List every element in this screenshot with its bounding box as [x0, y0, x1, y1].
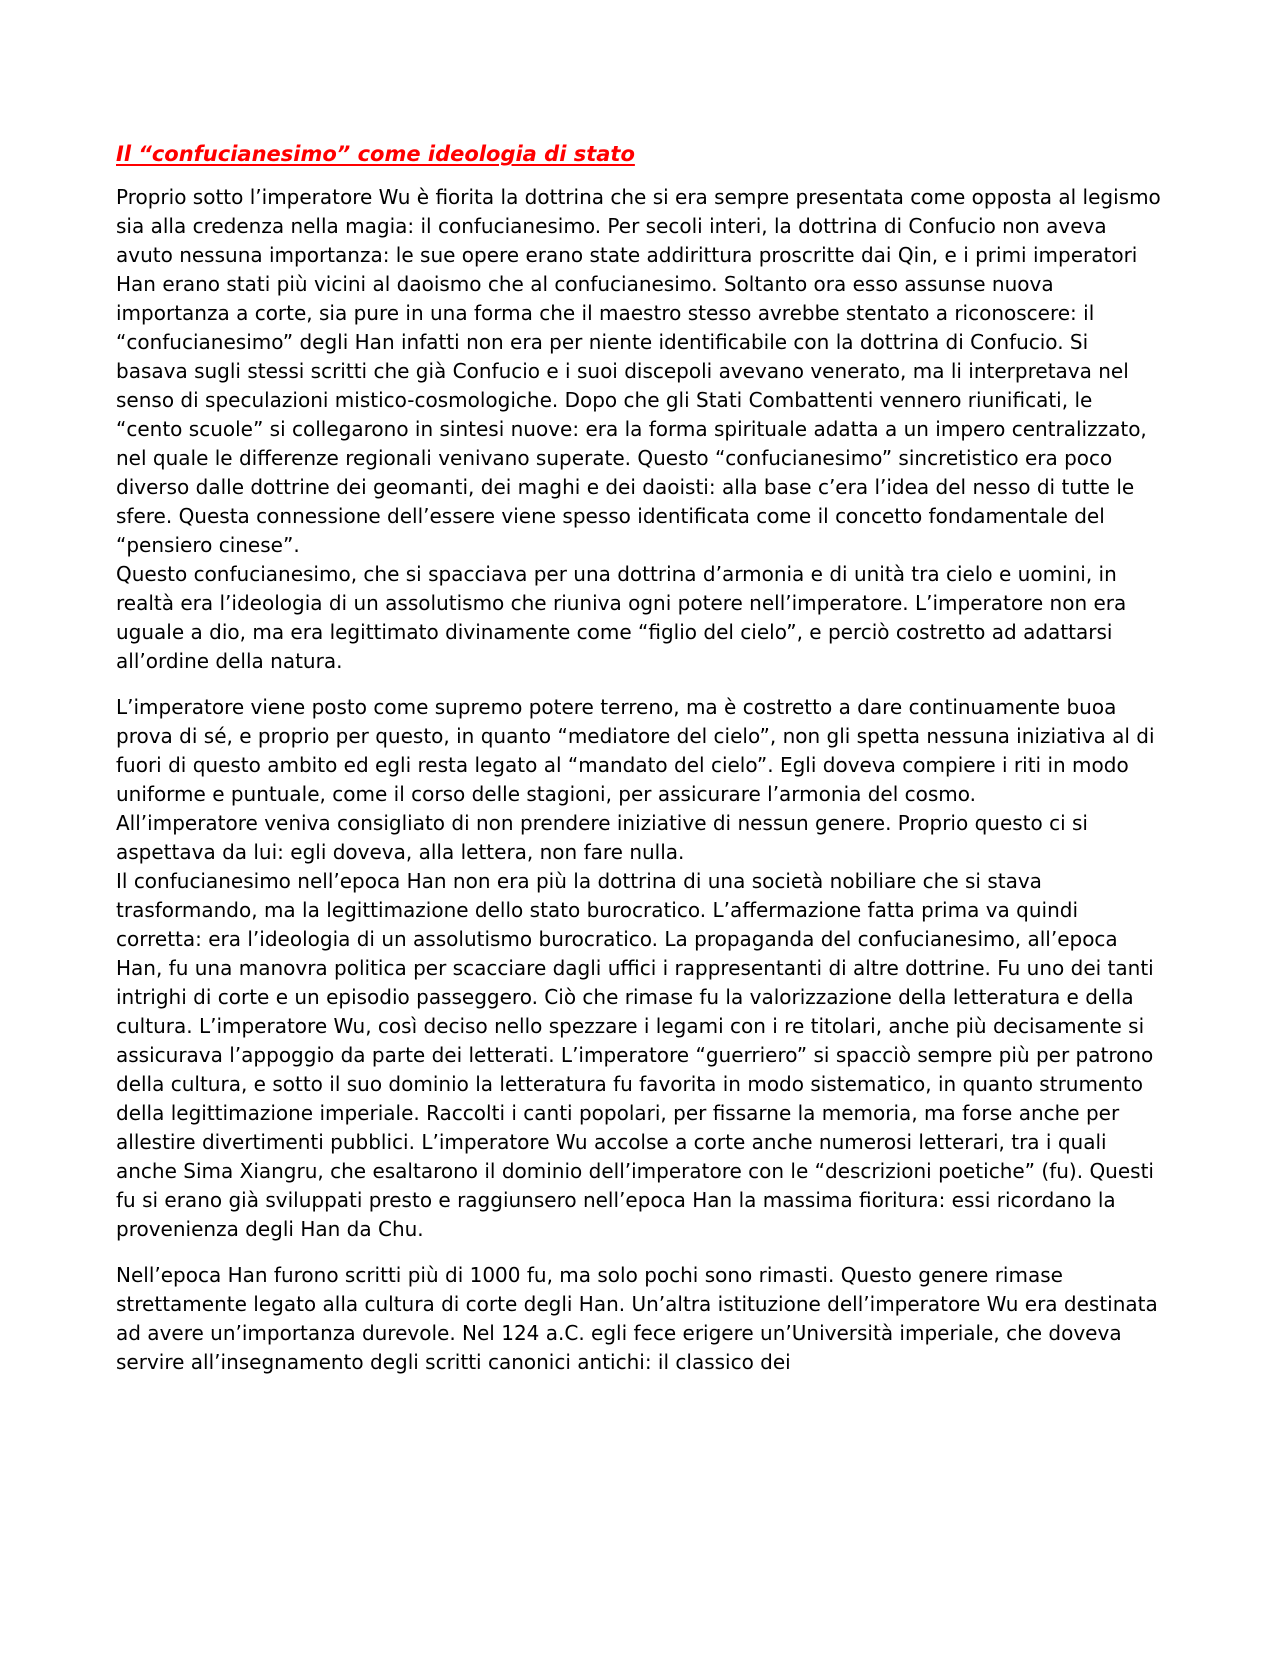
document-page — [116, 139, 1161, 1377]
paragraph-3: L’imperatore viene posto come supremo potere terreno, ma è costretto a dare continuamente buoa prova di sé, e proprio per questo, in quanto “mediatore del cielo”, non gli spetta nessuna iniziativa al di fuori di questo ambito ed egli resta legato al “mandato del cielo”. Egli doveva compiere i riti in modo uniforme e puntuale, come il corso delle stagioni, per assicurare l’armonia del cosmo. — [116, 695, 1155, 806]
paragraph-5: Il confucianesimo nell’epoca Han non era più la dottrina di una società nobiliare che si stava trasformando, ma la legittimazione dello stato burocratico. L’affermazione fatta prima va quindi corretta: era l’ideologia di un assolutismo burocratico. La propaganda del confucianesimo, all’epoca Han, fu una manovra politica per scacciare dagli uffici i rappresentanti di altre dottrine. Fu uno dei tanti intrighi di corte e un episodio passeggero. Ciò che rimase fu la valorizzazione della letteratura e della cultura. L’imperatore Wu, così deciso nello spezzare i legami con i re titolari, anche più decisamente si assicurava l’appoggio da parte dei letterati. L’imperatore “guerriero” si spacciò sempre più per patrono della cultura, e sotto il suo dominio la letteratura fu favorita in modo sistematico, in quanto strumento della legittimazione imperiale. Raccolti i canti popolari, per fissarne la memoria, ma forse anche per allestire divertimenti pubblici. L’imperatore Wu accolse a corte anche numerosi letterari, tra i quali anche Sima Xiangru, che esaltarono il dominio dell’imperatore con le “descrizioni poetiche” (fu). Questi fu si erano già sviluppati presto e raggiunsero nell’epoca Han la massima fioritura: essi ricordano la provenienza degli Han da Chu. — [116, 869, 1154, 1241]
paragraph-2: Questo confucianesimo, che si spacciava per una dottrina d’armonia e di unità tra cielo e uomini, in realtà era l’ideologia di un assolutismo che riuniva ogni potere nell’imperatore. L’imperatore non era uguale a dio, ma era legittimato divinamente come “figlio del cielo”, e perciò costretto ad adattarsi all’ordine della natura. — [116, 562, 1127, 673]
paragraph-6: Nell’epoca Han furono scritti più di 1000 fu, ma solo pochi sono rimasti. Questo genere rimase strettamente legato alla cultura di corte degli Han. Un’altra istituzione dell’imperatore Wu era destinata ad avere un’importanza durevole. Nel 124 a.C. egli fece erigere un’Università imperiale, che doveva servire all’insegnamento degli scritti canonici antichi: il classico dei — [116, 1263, 1158, 1374]
document-title: Il “confucianesimo” come ideologia di stato — [116, 142, 635, 166]
paragraph-4: All’imperatore veniva consigliato di non prendere iniziative di nessun genere. Proprio questo ci si aspettava da lui: egli doveva, alla lettera, non fare nulla. — [116, 811, 1088, 864]
paragraph-1: Proprio sotto l’imperatore Wu è fiorita la dottrina che si era sempre presentata come opposta al legismo sia alla credenza nella magia: il confucianesimo. Per secoli interi, la dottrina di Confucio non aveva avuto nessuna importanza: le sue opere erano state addirittura proscritte dai Qin, e i primi imperatori Han erano stati più vicini al daoismo che al confucianesimo. Soltanto ora esso assunse nuova importanza a corte, sia pure in una forma che il maestro stesso avrebbe stentato a riconoscere: il “confucianesimo” degli Han infatti non era per niente identificabile con la dottrina di Confucio. Si basava sugli stessi scritti che già Confucio e i suoi discepoli avevano venerato, ma li interpretava nel senso di speculazioni mistico-cosmologiche. Dopo che gli Stati Combattenti vennero riunificati, le “cento scuole” si collegarono in sintesi nuove: era la forma spirituale adatta a un impero centralizzato, nel quale le differenze regionali venivano superate. Questo “confucianesimo” sincretistico era poco diverso dalle dottrine dei geomanti, dei maghi e dei daoisti: alla base c’era l’idea del nesso di tutte le sfere. Questa connessione dell’essere viene spesso identificata come il concetto fondamentale del “pensiero cinese”. — [116, 185, 1161, 557]
